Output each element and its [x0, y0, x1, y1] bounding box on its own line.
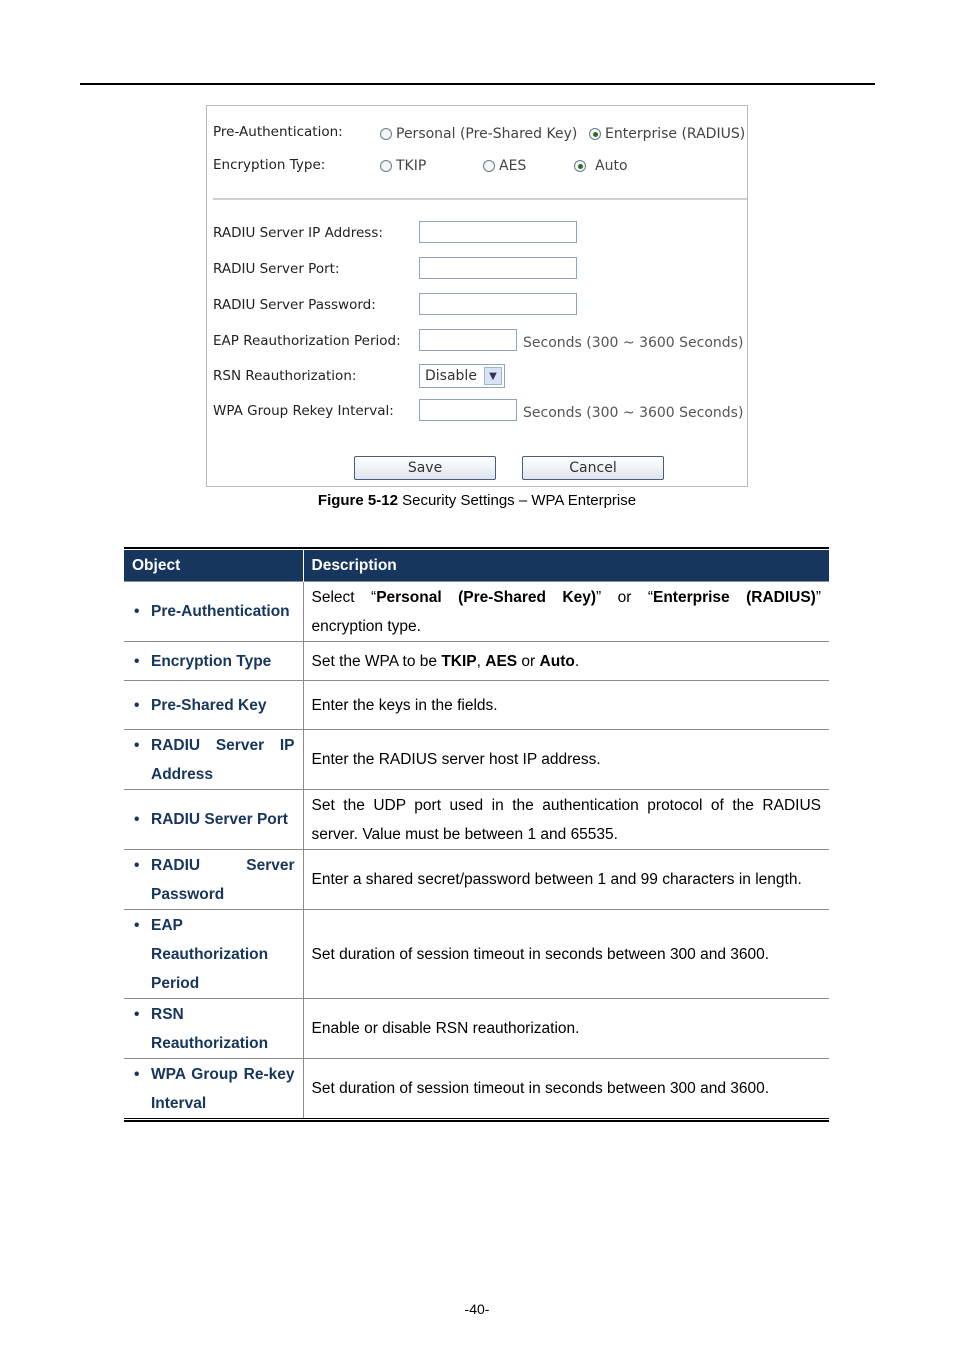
table-row: [124, 681, 829, 730]
object-cell: • WPA Group Re-key Interval: [124, 1059, 303, 1119]
object-cell: • RADIU Server Password: [124, 850, 303, 910]
description-table: [124, 550, 829, 1119]
description-cell: Set duration of session timeout in seconds between 300 and 3600.: [303, 1059, 829, 1119]
section-divider: [213, 198, 747, 200]
description-cell: Set the WPA to be TKIP, AES or Auto.: [303, 642, 829, 681]
eap-period-input[interactable]: [419, 329, 517, 351]
wpa-rekey-unit: Seconds (300 ~ 3600 Seconds): [523, 405, 744, 421]
radio-tkip[interactable]: TKIP: [380, 158, 426, 174]
rsn-label: RSN Reauthorization:: [213, 368, 357, 384]
table-bottom-rule: [124, 1120, 829, 1122]
bullet-icon: •: [134, 652, 140, 670]
table-row: [124, 730, 829, 790]
table-row: [124, 910, 829, 999]
radio-personal[interactable]: Personal (Pre-Shared Key): [380, 126, 577, 142]
radius-port-input[interactable]: [419, 257, 577, 279]
radio-enterprise[interactable]: Enterprise (RADIUS): [589, 126, 745, 142]
radius-port-label: RADIU Server Port:: [213, 261, 340, 277]
eap-period-label: EAP Reauthorization Period:: [213, 333, 401, 349]
figure-title: Security Settings – WPA Enterprise: [397, 492, 637, 509]
bullet-icon: •: [134, 1065, 140, 1083]
radio-on-icon: [589, 128, 601, 140]
table-top-rule: [124, 547, 829, 549]
table-row: [124, 790, 829, 850]
pre-auth-label: Pre-Authentication:: [213, 124, 343, 140]
table-row: [124, 582, 829, 642]
eap-period-unit: Seconds (300 ~ 3600 Seconds): [523, 335, 744, 351]
rsn-select[interactable]: [419, 364, 505, 388]
bullet-icon: •: [134, 856, 140, 874]
table-row: [124, 642, 829, 681]
bullet-icon: •: [134, 916, 140, 934]
radio-on-icon: [574, 160, 586, 172]
object-cell: • RADIU Server Port: [124, 790, 303, 850]
rsn-select-value: Disable: [425, 368, 477, 384]
radius-ip-label: RADIU Server IP Address:: [213, 225, 383, 241]
page-number: -40-: [464, 1301, 490, 1317]
description-cell: Select “Personal (Pre-Shared Key)” or “Enterprise (RADIUS)” encryption type.: [303, 582, 829, 642]
object-cell: • Pre-Authentication: [124, 582, 303, 642]
bullet-icon: •: [134, 1005, 140, 1023]
radio-aes[interactable]: AES: [483, 158, 526, 174]
wpa-rekey-input[interactable]: [419, 399, 517, 421]
encryption-type-label: Encryption Type:: [213, 157, 326, 173]
chevron-down-icon: ▼: [484, 367, 502, 385]
radio-off-icon: [380, 128, 392, 140]
object-cell: • RSN Reauthorization: [124, 999, 303, 1059]
radio-off-icon: [483, 160, 495, 172]
object-cell: • Pre-Shared Key: [124, 681, 303, 730]
description-cell: Enable or disable RSN reauthorization.: [303, 999, 829, 1059]
description-cell: Enter a shared secret/password between 1 and 99 characters in length.: [303, 850, 829, 910]
header-rule: [80, 83, 875, 85]
header-description: Description: [303, 550, 829, 582]
table-bottom-rule: [124, 1118, 829, 1119]
radio-off-icon: [380, 160, 392, 172]
table-header-row: [124, 550, 829, 582]
bullet-icon: •: [134, 696, 140, 714]
wpa-enterprise-screenshot: [206, 105, 748, 487]
radio-auto[interactable]: Auto: [574, 158, 628, 174]
object-cell: • RADIU Server IP Address: [124, 730, 303, 790]
radius-ip-input[interactable]: [419, 221, 577, 243]
object-cell: • Encryption Type: [124, 642, 303, 681]
description-cell: Set the UDP port used in the authentication protocol of the RADIUS server. Value must be between 1 and 65535.: [303, 790, 829, 850]
bullet-icon: •: [134, 736, 140, 754]
description-cell: Enter the keys in the fields.: [303, 681, 829, 730]
description-cell: Set duration of session timeout in seconds between 300 and 3600.: [303, 910, 829, 999]
table-row: [124, 850, 829, 910]
table-row: [124, 1059, 829, 1119]
object-cell: • EAP Reauthorization Period: [124, 910, 303, 999]
header-object: Object: [124, 550, 303, 582]
figure-caption: [0, 492, 954, 509]
wpa-rekey-label: WPA Group Rekey Interval:: [213, 403, 394, 419]
save-button[interactable]: Save: [354, 456, 496, 480]
radius-password-input[interactable]: [419, 293, 577, 315]
bullet-icon: •: [134, 603, 140, 620]
description-cell: Enter the RADIUS server host IP address.: [303, 730, 829, 790]
table-row: [124, 999, 829, 1059]
cancel-button[interactable]: Cancel: [522, 456, 664, 480]
bullet-icon: •: [134, 811, 140, 828]
radius-password-label: RADIU Server Password:: [213, 297, 376, 313]
figure-number: Figure 5-12: [317, 492, 398, 509]
